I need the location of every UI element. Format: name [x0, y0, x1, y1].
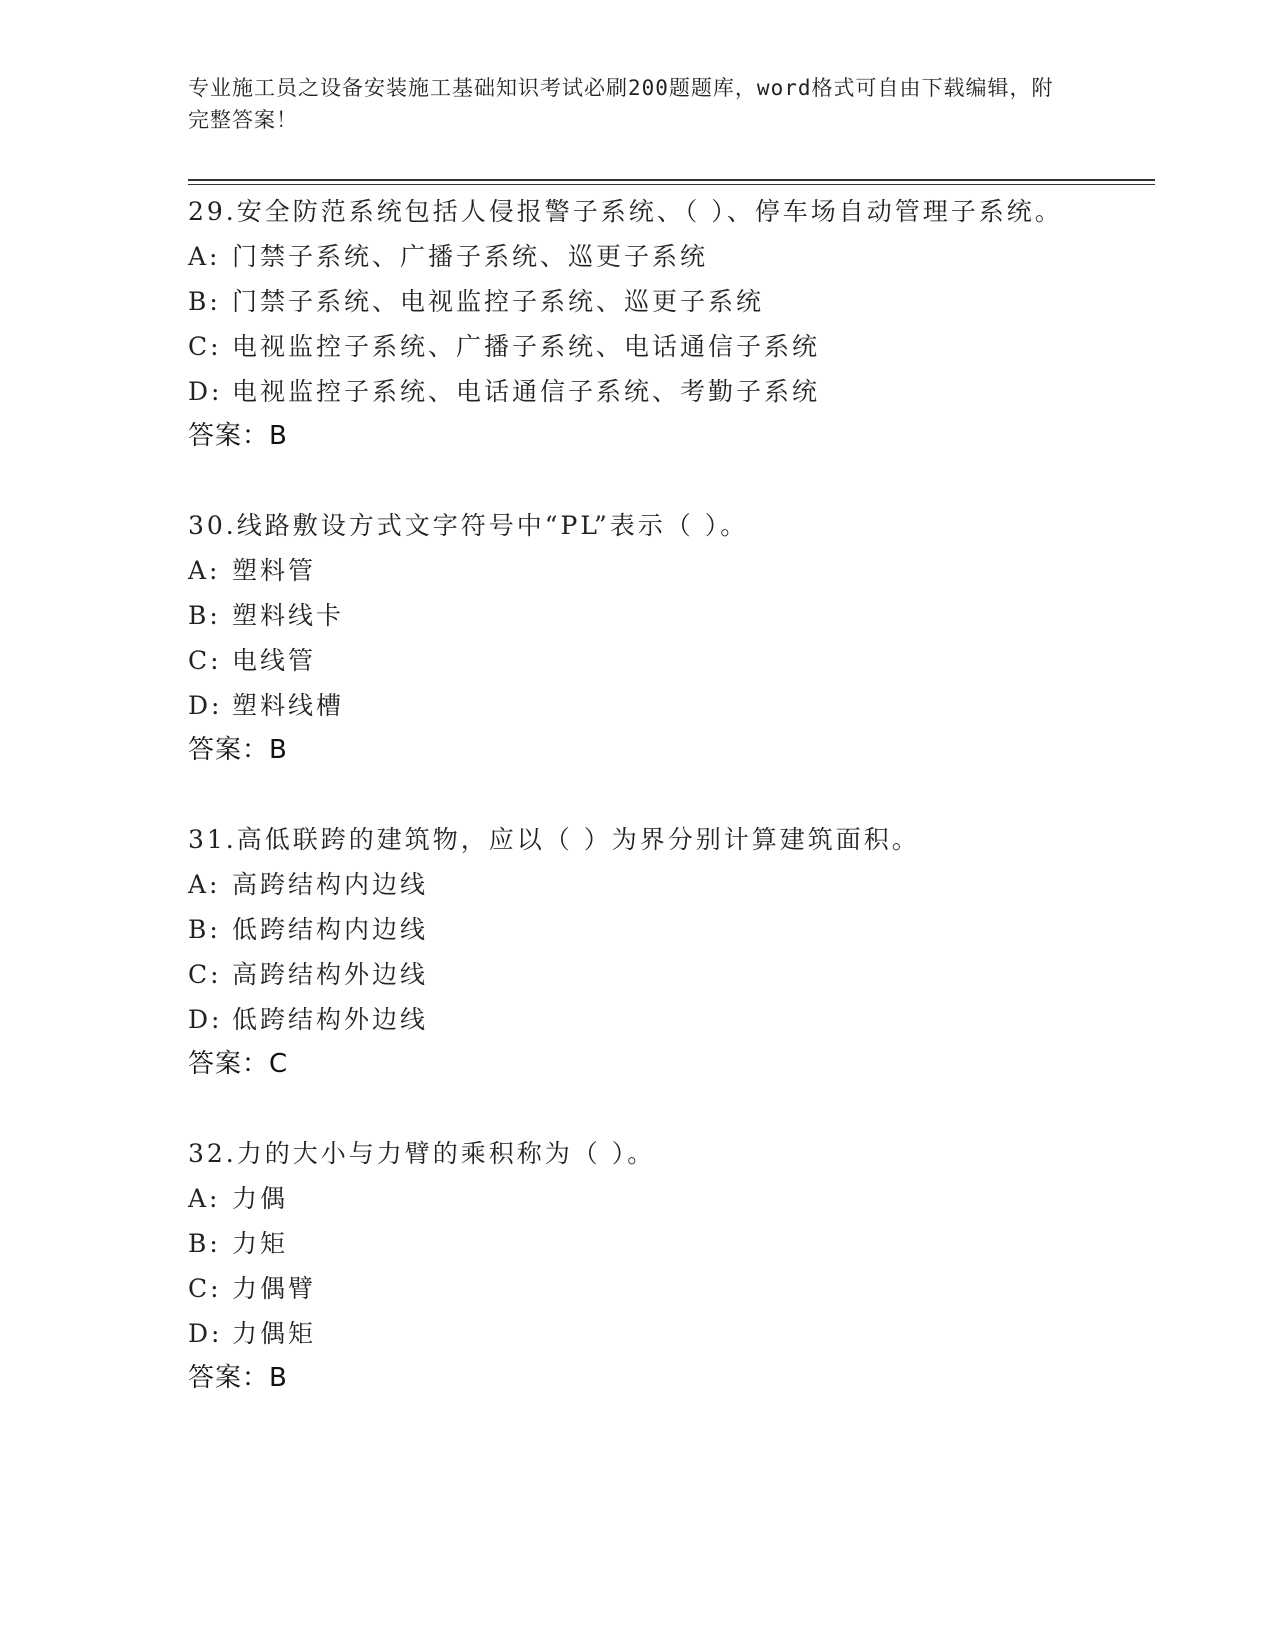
question-29 — [188, 190, 1068, 459]
option-text: 塑料线卡 — [232, 601, 345, 630]
option-letter: D: — [188, 1319, 223, 1348]
option-b — [188, 907, 1068, 952]
option-letter: B: — [188, 601, 221, 630]
answer-line: 答案：B — [188, 735, 288, 765]
option-letter: A: — [188, 242, 221, 271]
option-c — [188, 952, 1068, 997]
question-32 — [188, 1132, 1068, 1401]
document-header — [188, 72, 1068, 136]
option-letter: A: — [188, 870, 221, 899]
option-d — [188, 683, 1068, 728]
option-d — [188, 1311, 1068, 1356]
option-d — [188, 369, 1068, 414]
option-b — [188, 279, 1068, 324]
option-text: 门禁子系统、广播子系统、巡更子系统 — [232, 242, 709, 271]
question-stem: 31.高低联跨的建筑物，应以（ ）为界分别计算建筑面积。 — [188, 825, 920, 854]
option-text: 塑料管 — [232, 556, 317, 585]
option-text: 电视监控子系统、广播子系统、电话通信子系统 — [232, 332, 821, 361]
option-text: 力矩 — [232, 1229, 289, 1258]
option-text: 电视监控子系统、电话通信子系统、考勤子系统 — [232, 377, 821, 406]
option-text: 低跨结构内边线 — [232, 915, 429, 944]
header-divider-thin — [188, 184, 1155, 185]
question-stem: 32.力的大小与力臂的乘积称为（ ）。 — [188, 1139, 656, 1168]
option-text: 高跨结构内边线 — [232, 870, 429, 899]
question-list — [188, 190, 1068, 1446]
option-a — [188, 234, 1068, 279]
option-a — [188, 548, 1068, 593]
option-c — [188, 638, 1068, 683]
document-title: 专业施工员之设备安装施工基础知识考试必刷200题题库，word格式可自由下载编辑，附完整答案！ — [188, 76, 1054, 132]
answer-line: 答案：B — [188, 421, 288, 451]
option-letter: B: — [188, 915, 221, 944]
option-a — [188, 862, 1068, 907]
option-d — [188, 997, 1068, 1042]
option-text: 力偶矩 — [232, 1319, 317, 1348]
question-stem: 30.线路敷设方式文字符号中“PL”表示（ ）。 — [188, 511, 749, 540]
header-divider-thick — [188, 179, 1155, 181]
option-text: 电线管 — [232, 646, 317, 675]
option-letter: A: — [188, 556, 221, 585]
option-letter: D: — [188, 377, 223, 406]
option-letter: B: — [188, 1229, 221, 1258]
option-letter: C: — [188, 1274, 222, 1303]
option-letter: C: — [188, 960, 222, 989]
option-letter: A: — [188, 1184, 221, 1213]
question-31 — [188, 818, 1068, 1087]
option-text: 力偶臂 — [232, 1274, 317, 1303]
option-c — [188, 1266, 1068, 1311]
option-letter: D: — [188, 691, 223, 720]
option-letter: C: — [188, 332, 222, 361]
question-stem: 29.安全防范系统包括人侵报警子系统、（ ）、停车场自动管理子系统。 — [188, 197, 1063, 226]
answer-line: 答案：C — [188, 1049, 289, 1079]
option-letter: B: — [188, 287, 221, 316]
question-30 — [188, 504, 1068, 773]
option-a — [188, 1176, 1068, 1221]
option-text: 塑料线槽 — [232, 691, 345, 720]
option-text: 门禁子系统、电视监控子系统、巡更子系统 — [232, 287, 765, 316]
option-text: 高跨结构外边线 — [232, 960, 429, 989]
option-text: 低跨结构外边线 — [232, 1005, 429, 1034]
option-letter: C: — [188, 646, 222, 675]
option-text: 力偶 — [232, 1184, 289, 1213]
option-letter: D: — [188, 1005, 223, 1034]
option-c — [188, 324, 1068, 369]
option-b — [188, 1221, 1068, 1266]
answer-line: 答案：B — [188, 1363, 288, 1393]
option-b — [188, 593, 1068, 638]
